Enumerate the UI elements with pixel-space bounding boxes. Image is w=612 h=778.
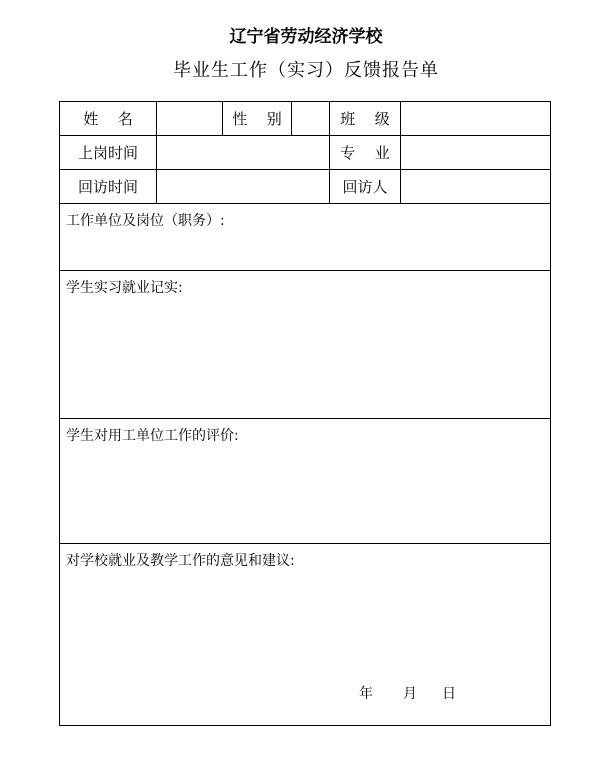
name-field[interactable] bbox=[157, 102, 223, 136]
visitor-field[interactable] bbox=[401, 170, 551, 204]
suggestion-section[interactable] bbox=[60, 544, 551, 726]
name-label: 姓 名 bbox=[60, 102, 157, 136]
visitor-label: 回访人 bbox=[330, 170, 401, 204]
visit-time-label: 回访时间 bbox=[60, 170, 157, 204]
date-line bbox=[359, 683, 456, 703]
class-field[interactable] bbox=[401, 102, 551, 136]
record-section[interactable] bbox=[60, 271, 551, 419]
feedback-form bbox=[59, 101, 550, 725]
form-row-basic-info bbox=[60, 102, 551, 136]
school-name: 辽宁省劳动经济学校 bbox=[229, 27, 383, 47]
start-time-field[interactable] bbox=[157, 136, 330, 170]
gender-field[interactable] bbox=[292, 102, 330, 136]
suggestion-label: 对学校就业及教学工作的意见和建议: bbox=[66, 553, 295, 569]
evaluation-label: 学生对用工单位工作的评价: bbox=[66, 428, 239, 444]
date-year: 年 bbox=[359, 686, 373, 702]
form-table bbox=[59, 101, 551, 726]
form-row-workplace bbox=[60, 204, 551, 271]
major-label: 专 业 bbox=[330, 136, 401, 170]
evaluation-section[interactable] bbox=[60, 419, 551, 544]
workplace-label: 工作单位及岗位（职务）: bbox=[66, 213, 225, 229]
date-month: 月 bbox=[403, 686, 417, 702]
date-day: 日 bbox=[442, 686, 456, 702]
form-row-visit bbox=[60, 170, 551, 204]
visit-time-field[interactable] bbox=[157, 170, 330, 204]
form-row-record bbox=[60, 271, 551, 419]
class-label: 班 级 bbox=[330, 102, 401, 136]
form-row-start-time bbox=[60, 136, 551, 170]
major-field[interactable] bbox=[401, 136, 551, 170]
form-title: 毕业生工作（实习）反馈报告单 bbox=[173, 60, 439, 81]
gender-label: 性 别 bbox=[223, 102, 292, 136]
record-label: 学生实习就业记实: bbox=[66, 280, 183, 296]
start-time-label: 上岗时间 bbox=[60, 136, 157, 170]
form-row-suggestion bbox=[60, 544, 551, 726]
workplace-section[interactable] bbox=[60, 204, 551, 271]
form-row-evaluation bbox=[60, 419, 551, 544]
